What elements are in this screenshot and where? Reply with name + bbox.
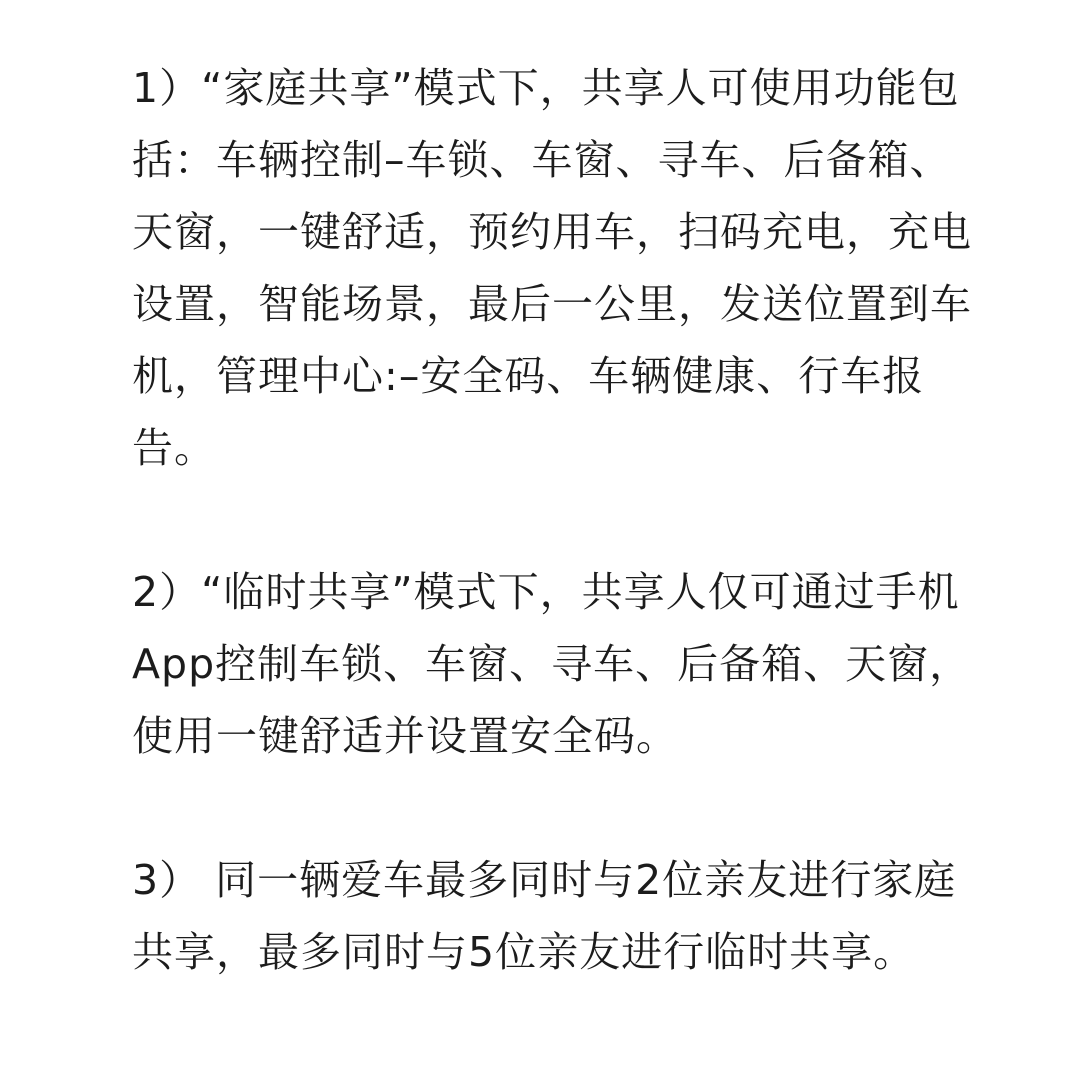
- paragraph-sharing-limits: [132, 844, 957, 988]
- text-line: 设置，智能场景，最后一公里，发送位置到车: [132, 280, 972, 328]
- text-line: 共享，最多同时与5位亲友进行临时共享。: [132, 928, 916, 976]
- text-line: 1）“家庭共享”模式下，共享人可使用功能包: [132, 64, 960, 112]
- text-line: 机，管理中心:–安全码、车辆健康、行车报: [132, 352, 925, 400]
- text-line: 括：车辆控制–车锁、车窗、寻车、后备箱、: [132, 136, 952, 184]
- paragraph-family-sharing: [132, 52, 972, 484]
- text-line: 使用一键舒适并设置安全码。: [132, 712, 678, 760]
- text-line: 告。: [132, 424, 216, 472]
- text-line: 2）“临时共享”模式下，共享人仅可通过手机: [132, 568, 960, 616]
- text-line: App控制车锁、车窗、寻车、后备箱、天窗，: [132, 640, 972, 688]
- document-body: [132, 52, 972, 988]
- paragraph-temporary-sharing: [132, 556, 972, 772]
- text-line: 天窗，一键舒适，预约用车，扫码充电，充电: [132, 208, 972, 256]
- text-line: 3） 同一辆爱车最多同时与2位亲友进行家庭: [132, 856, 957, 904]
